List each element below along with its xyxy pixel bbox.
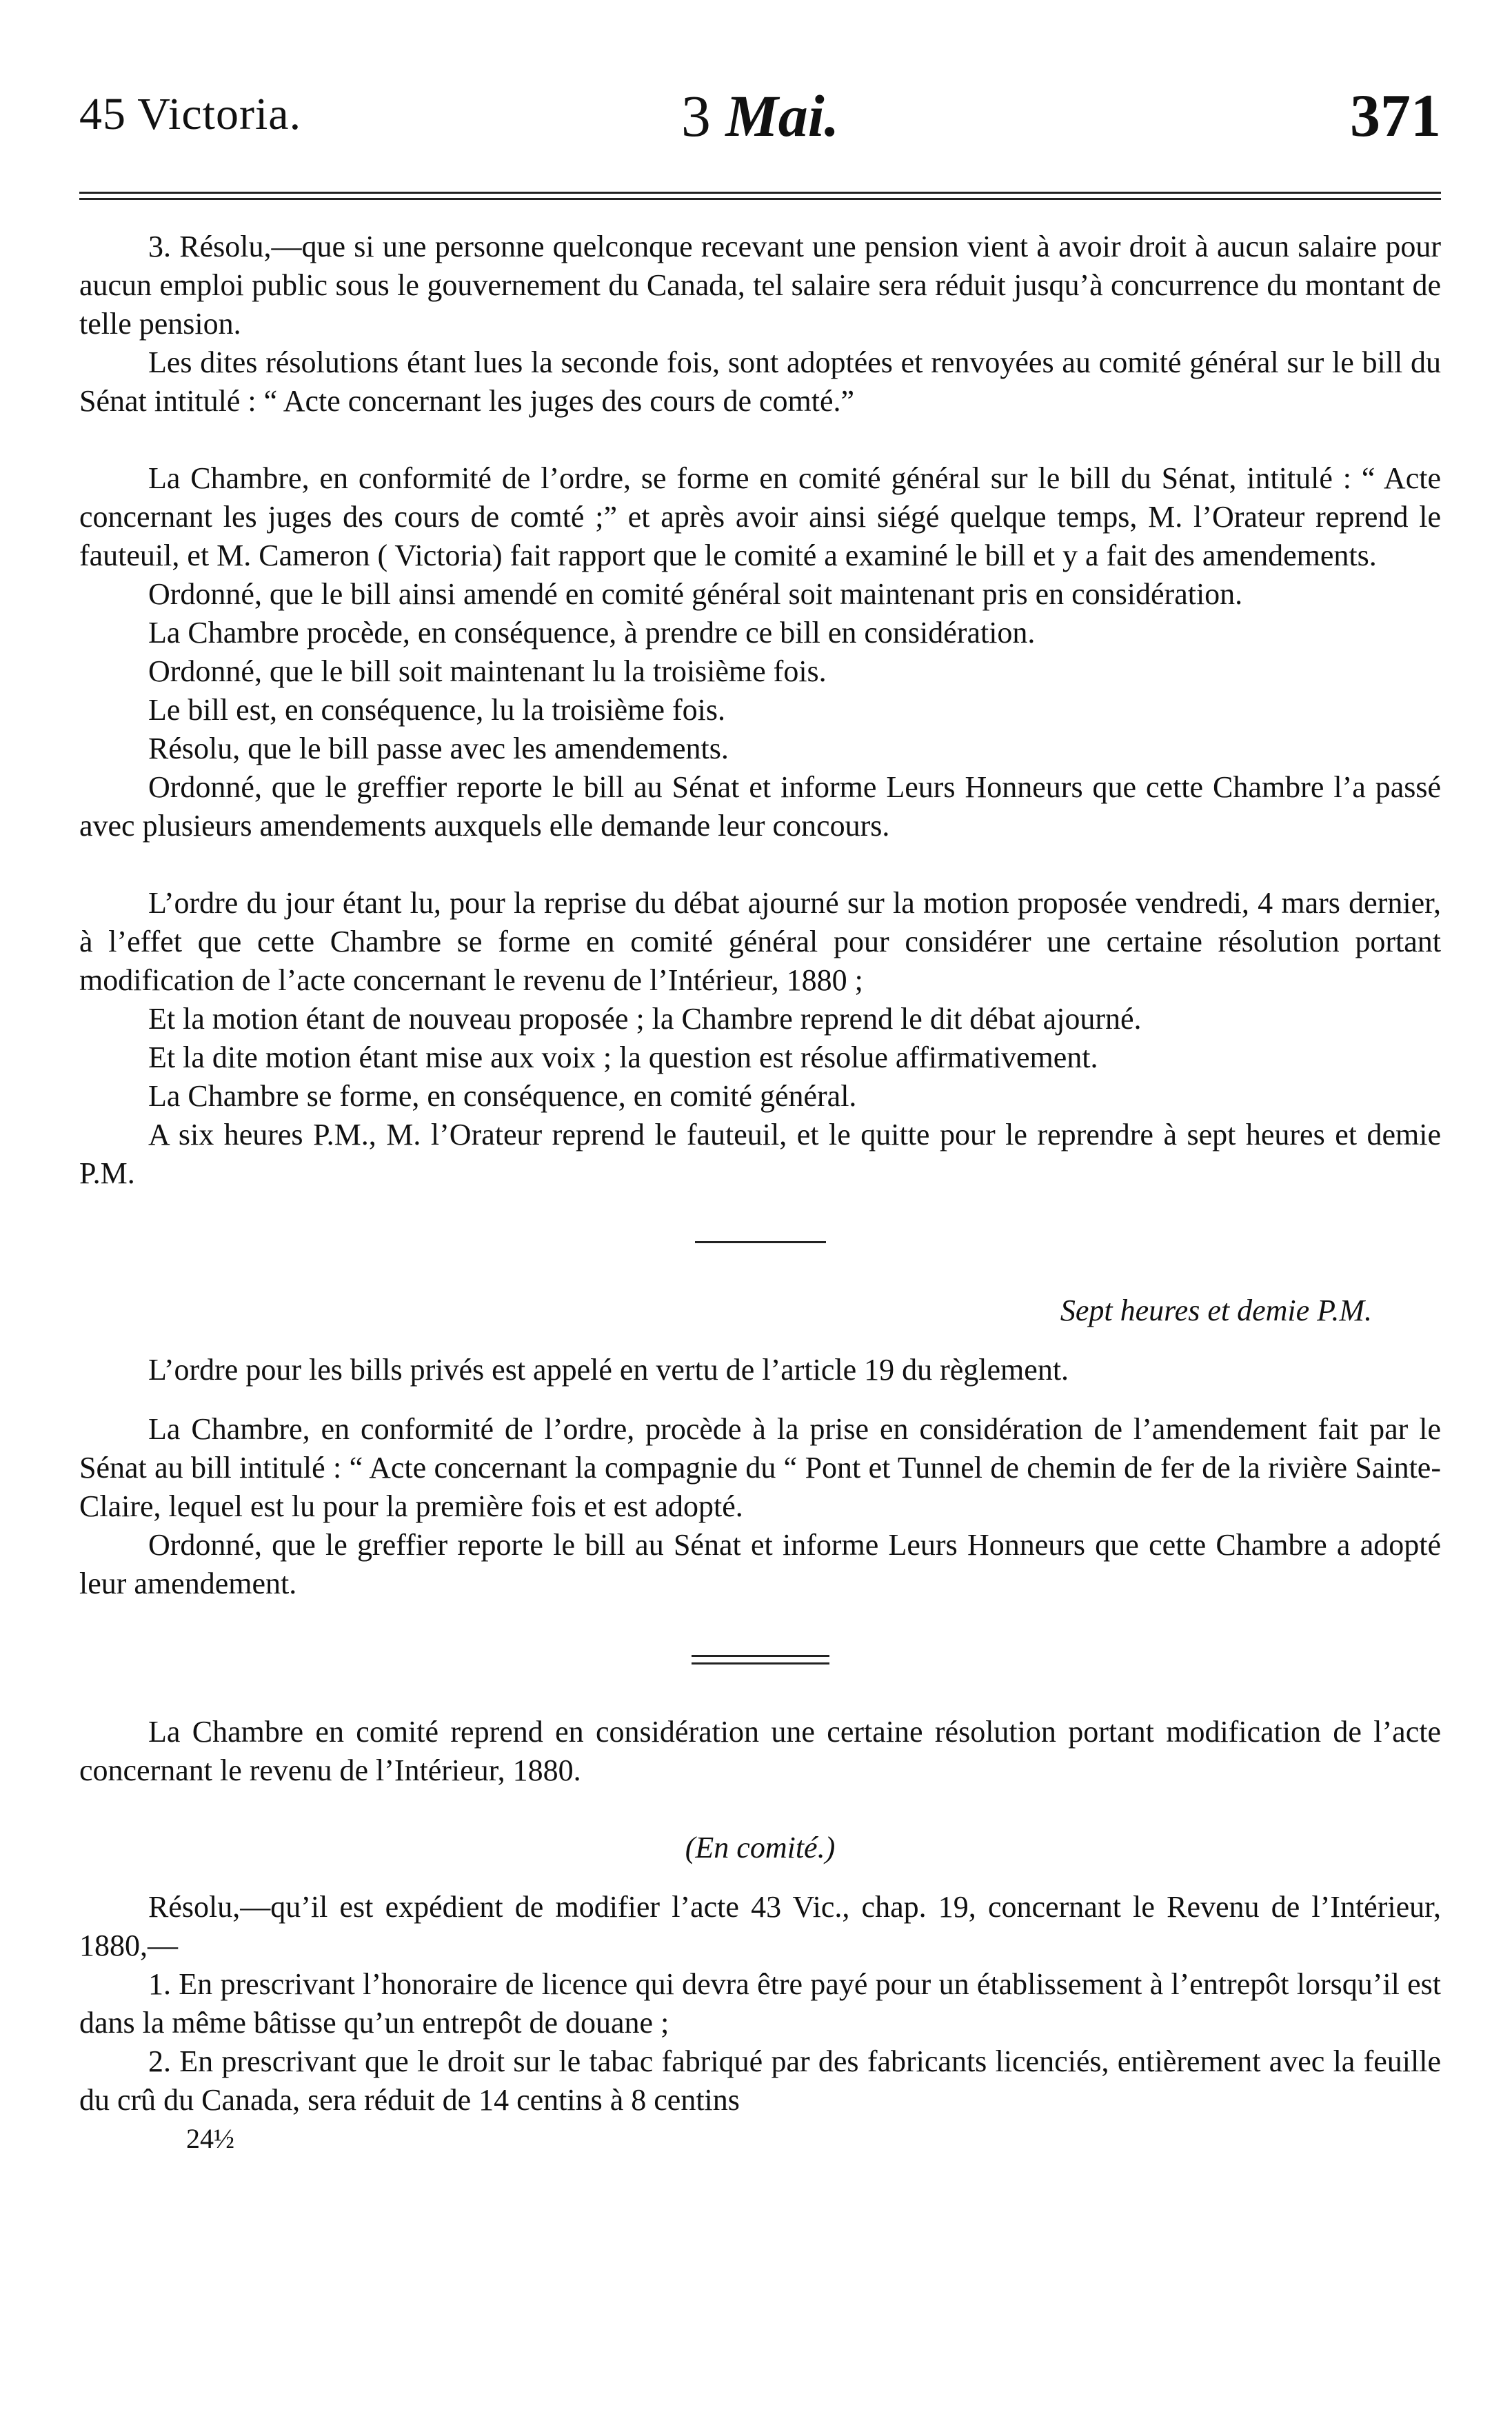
paragraph: A six heures P.M., M. l’Orateur reprend le fauteuil, et le quitte pour le reprendre à sept heures et demie P.M. — [79, 1118, 1441, 1190]
header-rule — [79, 192, 1441, 200]
paragraph: 1. En prescrivant l’honoraire de licence qui devra être payé pour un établissement à l’entrepôt lorsqu’il est dans la même bâtisse qu’un entrepôt de douane ; — [79, 1967, 1441, 2040]
paragraph: Le bill est, en conséquence, lu la troisième fois. — [148, 693, 725, 727]
paragraph: Résolu,—qu’il est expédient de modifier l’acte 43 Vic., chap. 19, concernant le Revenu de l’Intérieur, 1880,— — [79, 1890, 1441, 1962]
paragraph: 3. Résolu,—que si une personne quelconque recevant une pension vient à avoir droit à aucun salaire pour aucun emploi public sous le gouvernement du Canada, tel salaire sera réduit jusqu’à concurrence du montant de telle pension. — [79, 230, 1441, 341]
page-number: 371 — [1350, 83, 1441, 150]
paragraph: Et la motion étant de nouveau proposée ; la Chambre reprend le dit débat ajourné. — [148, 1002, 1142, 1036]
header-day: 3 — [681, 83, 711, 149]
paragraph: La Chambre procède, en conséquence, à prendre ce bill en considération. — [148, 616, 1036, 650]
paragraph: Ordonné, que le bill ainsi amendé en comité général soit maintenant pris en considération. — [148, 577, 1243, 611]
paragraph: Résolu, que le bill passe avec les amendements. — [148, 732, 729, 765]
paragraph: La Chambre se forme, en conséquence, en comité général. — [148, 1079, 857, 1113]
page-body — [79, 228, 1441, 2158]
paragraph: 2. En prescrivant que le droit sur le tabac fabriqué par des fabricants licenciés, entièrement avec la feuille du crû du Canada, sera réduit de 14 centins à 8 centins — [79, 2044, 1441, 2117]
paragraph: Et la dite motion étant mise aux voix ; la question est résolue affirmativement. — [148, 1040, 1098, 1074]
section-divider-double — [692, 1655, 829, 1664]
paragraph: La Chambre en comité reprend en considération une certaine résolution portant modification de l’acte concernant le revenu de l’Intérieur, 1880. — [79, 1715, 1441, 1787]
paragraph: Ordonné, que le greffier reporte le bill au Sénat et informe Leurs Honneurs que cette Chambre a adopté leur amendement. — [79, 1528, 1441, 1600]
time-heading: Sept heures et demie P.M. — [1060, 1294, 1372, 1327]
header-session: 45 Victoria. — [79, 89, 302, 139]
signature-mark: 24½ — [186, 2123, 234, 2154]
paragraph: La Chambre, en conformité de l’ordre, se forme en comité général sur le bill du Sénat, intitulé : “ Acte concernant les juges des cours de comté ;” et après avoir ainsi siégé quelque temps, M. l’Orateur reprend le fauteuil, et M. Cameron ( Victoria) fait rapport que le comité a examiné le bill et y a fait des amendements. — [79, 461, 1441, 572]
paragraph: Ordonné, que le greffier reporte le bill au Sénat et informe Leurs Honneurs que cette Chambre l’a passé avec plusieurs amendements auxquels elle demande leur concours. — [79, 770, 1441, 843]
paragraph: L’ordre pour les bills privés est appelé en vertu de l’article 19 du règlement. — [148, 1353, 1069, 1387]
header-date — [79, 81, 1441, 150]
paragraph: L’ordre du jour étant lu, pour la reprise du débat ajourné sur la motion proposée vendredi, 4 mars dernier, à l’effet que cette Chambre se forme en comité général pour considérer une certaine résolution portant modification de l’acte concernant le revenu de l’Intérieur, 1880 ; — [79, 886, 1441, 997]
section-divider — [695, 1241, 826, 1243]
paragraph: Ordonné, que le bill soit maintenant lu la troisième fois. — [148, 654, 827, 688]
paragraph: Les dites résolutions étant lues la seconde fois, sont adoptées et renvoyées au comité général sur le bill du Sénat intitulé : “ Acte concernant les juges des cours de comté.” — [79, 345, 1441, 418]
page-header — [79, 81, 1441, 157]
paragraph: La Chambre, en conformité de l’ordre, procède à la prise en considération de l’amendement fait par le Sénat au bill intitulé : “ Acte concernant la compagnie du “ Pont et Tunnel de chemin de fer de la rivière Sainte-Claire, lequel est lu pour la première fois et est adopté. — [79, 1412, 1441, 1523]
header-month: Mai. — [725, 83, 840, 149]
committee-heading: (En comité.) — [685, 1831, 836, 1864]
